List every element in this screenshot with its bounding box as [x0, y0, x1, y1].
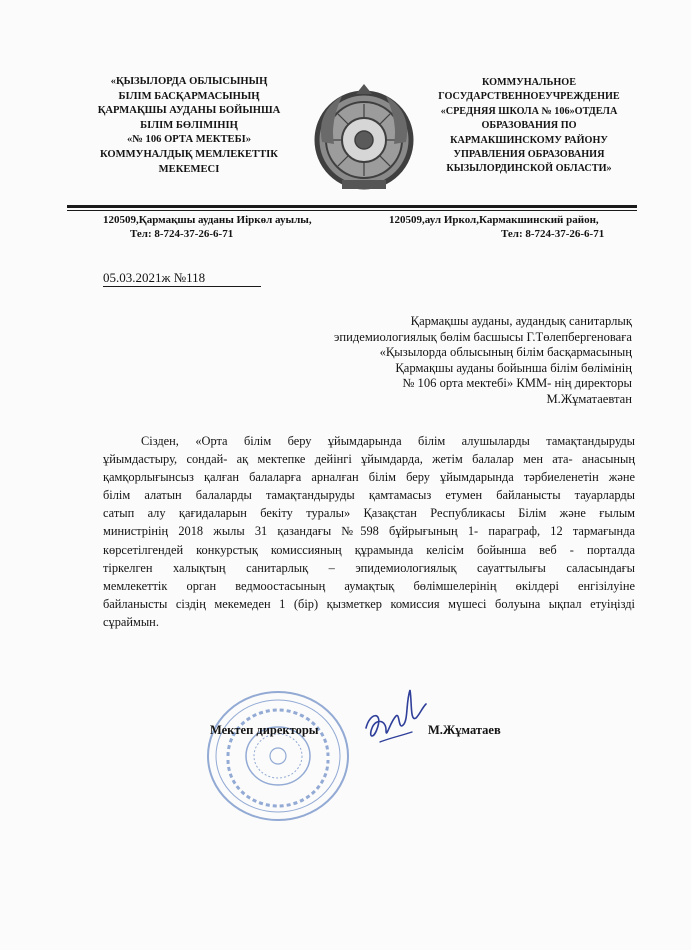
header-divider — [67, 205, 637, 208]
header-left-kazakh — [74, 75, 304, 177]
addressee-line: эпидемиологиялық бөлім басшысы Г.Төлепбергеноваға — [333, 329, 632, 344]
header-right-line: «СРЕДНЯЯ ШКОЛА № 106»ОТДЕЛА — [440, 105, 618, 117]
body-line: ұйымдастыру, сондай- ақ мектепке дейінгі ұйымдарда, жетім балалар мен ата- анасының — [103, 452, 635, 467]
body-line: тіркелген халықтың санитарлық – эпидемиологиялық сауаттылығы саласындағы — [103, 560, 635, 575]
header-left-line: КОММУНАЛДЫҚ МЕМЛЕКЕТТІК — [100, 148, 278, 160]
addressee-line: «Қызылорда облысының білім басқармасының — [379, 345, 632, 360]
body-line: қамқорлығынсыз қалған балаларға арналған білім беру ұйымдарында тәрбиеленетін және — [103, 470, 635, 485]
body-line: сұраймын. — [103, 614, 159, 629]
phone-left: Тел: 8-724-37-26-6-71 — [130, 228, 234, 240]
addressee-line: Қармақшы ауданы бойынша білім бөлімінің — [395, 360, 632, 375]
header-left-line: БІЛІМ БАСҚАРМАСЫНЫҢ — [118, 90, 260, 102]
addressee-line: Қармақшы ауданы, аудандық санитарлық — [410, 314, 632, 328]
handwritten-signature-icon — [360, 682, 432, 754]
body-line: мемлекеттік орган ведмоостасының аумақтық бөлімшелерінің өкілдері енгізілуіне — [103, 578, 635, 593]
header-right-line: ОБРАЗОВАНИЯ ПО — [481, 120, 577, 132]
addressee-line: М.Жұматаевтан — [546, 391, 632, 406]
header-left-line: ҚАРМАҚШЫ АУДАНЫ БОЙЫНША — [97, 105, 281, 117]
header-right-line: КАРМАКШИНСКОМУ РАЙОНУ — [450, 134, 608, 146]
header-left-line: МЕКЕМЕСІ — [158, 163, 220, 175]
document-date-number: 05.03.2021ж №118 — [103, 270, 261, 287]
body-line: сатып алу қағидаларын бекіту туралы» Қазақстан Республикасы Білім және ғылым — [103, 506, 635, 521]
signature-name: М.Жұматаев — [428, 723, 501, 737]
header-right-line: КОММУНАЛЬНОЕ — [481, 77, 576, 88]
address-right: 120509,аул Иркол,Кармакшинский район, — [389, 214, 599, 226]
header-divider-thin — [67, 210, 637, 211]
body-line: көрсетілгендей конкурстық комиссияның құрамында келісім бойынша веб - порталда — [103, 542, 635, 557]
header-right-line: УПРАВЛЕНИЯ ОБРАЗОВАНИЯ — [453, 149, 605, 161]
header-right-russian — [418, 76, 640, 177]
header-left-line: «ҚЫЗЫЛОРДА ОБЛЫСЫНЫҢ — [110, 76, 268, 87]
header-right-line: ГОСУДАРСТВЕННОЕУЧРЕЖДЕНИЕ — [438, 91, 620, 103]
addressee-line: № 106 орта мектебі» КММ- нің директоры — [402, 376, 632, 391]
phone-right: Тел: 8-724-37-26-6-71 — [501, 228, 605, 240]
round-stamp-icon — [204, 688, 352, 824]
header-left-line: БІЛІМ БӨЛІМІНІҢ — [140, 119, 238, 131]
addressee-block — [334, 314, 632, 408]
header-left-line: «№ 106 ОРТА МЕКТЕБІ» — [126, 134, 252, 146]
body-line: білім алатын балаларды тамақтандыруды қамтамасыз етумен байланысты тауарларды — [103, 488, 635, 503]
body-line: Сізден, «Орта білім беру ұйымдарында білім алушыларды тамақтандыруды — [141, 434, 635, 448]
address-left: 120509,Қармақшы ауданы Иіркөл ауылы, — [103, 214, 312, 226]
signature-role: Мектеп директоры — [210, 723, 319, 737]
body-line: байланысты сіздің мекемеден 1 (бір) қызметкер комиссия мүшесі болуына ықпал етуіңізді — [103, 596, 635, 611]
body-line: министрінің 2018 жылы 31 қазандағы №598 бұйрығының 1- параграф, 12 тармағында — [103, 524, 635, 539]
coat-of-arms-icon — [312, 82, 416, 194]
header-right-line: КЫЗЫЛОРДИНСКОЙ ОБЛАСТИ» — [446, 163, 612, 175]
letter-body — [103, 432, 635, 631]
